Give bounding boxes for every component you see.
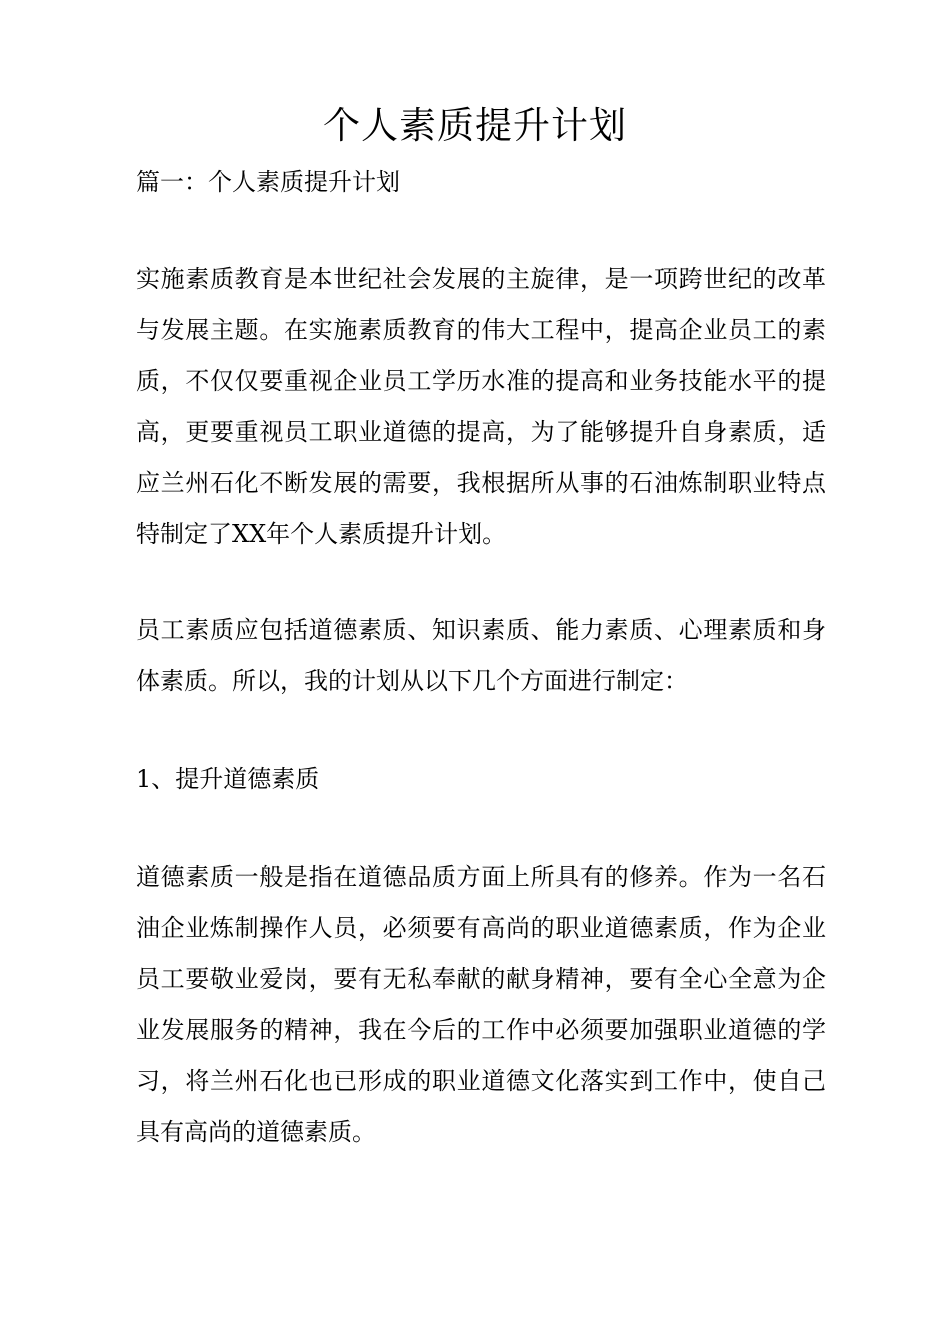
paragraph-quality-list: 员工素质应包括道德素质、知识素质、能力素质、心理素质和身体素质。所以，我的计划从以下几个方面进行制定： [136,616,826,695]
paragraph-moral: 道德素质一般是指在道德品质方面上所具有的修养。作为一名石油企业炼制操作人员，必须要有高尚的职业道德素质，作为企业员工要敬业爱岗，要有无私奉献的献身精神，要有全心全意为企业发展服务的精神，我在今后的工作中必须要加强职业道德的学习，将兰州石化也已形成的职业道德文化落实到工作中，使自己具有高尚的道德素质。 [136,863,826,1146]
section-heading-moral: 1、提升道德素质 [136,765,320,793]
paragraph-intro: 实施素质教育是本世纪社会发展的主旋律，是一项跨世纪的改革与发展主题。在实施素质教育的伟大工程中，提高企业员工的素质，不仅仅要重视企业员工学历水准的提高和业务技能水平的提高，更要重视员工职业道德的提高，为了能够提升自身素质，适应兰州石化不断发展的需要，我根据所从事的石油炼制职业特点特制定了XX年个人素质提升计划。 [136,265,826,548]
document-title: 个人素质提升计划 [323,104,627,147]
section-subheading: 篇一：个人素质提升计划 [136,168,400,196]
